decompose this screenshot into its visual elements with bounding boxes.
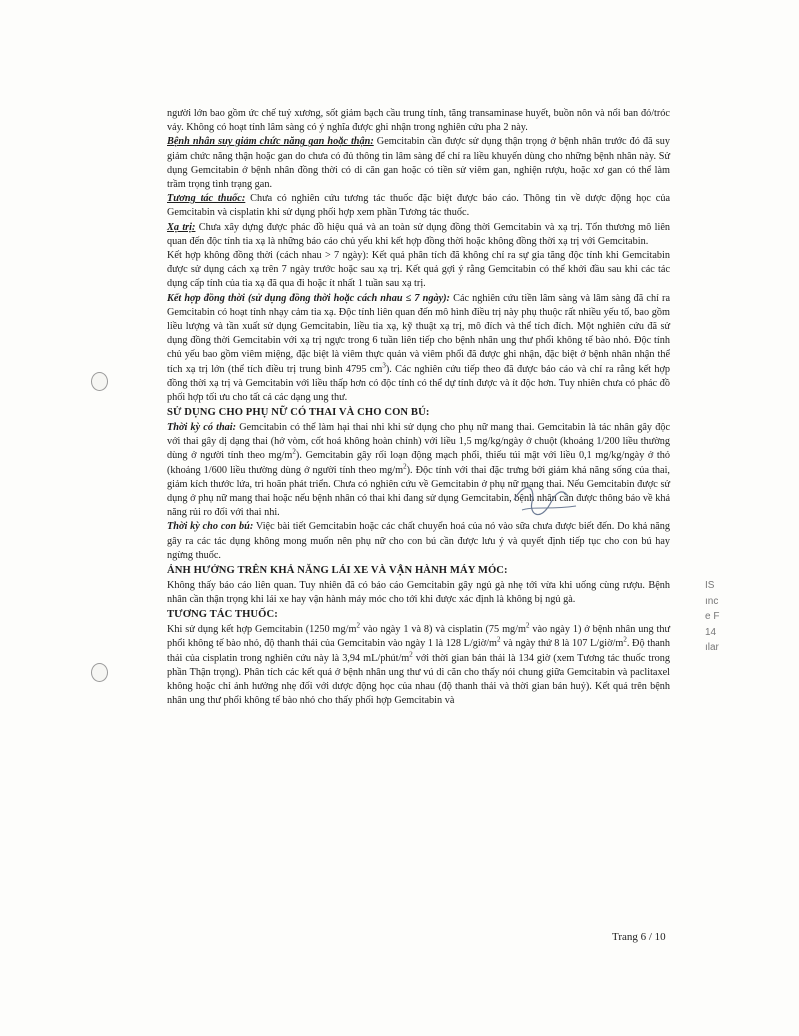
paragraph-text: và ngày thứ 8 là 107 L/giờ/m (500, 638, 624, 650)
paragraph-text: ). Độc tính với thai đặc trưng bởi giảm khả năng sống của thai, giảm kích thước lứa, trì hoãn phát triển. Chưa có nghiên cứu về Gemcitabin ở phụ nữ mang thai. Nếu Gemcitabin được sử dụng ở phụ nữ mang thai hoặc nếu bệnh nhân có thai khi đang sử dụng Gemcitabin, bệnh nhân cần được thông báo về khả năng rủi ro đối với thai nhi. (167, 464, 670, 519)
paragraph-lead: Bệnh nhân suy giảm chức năng gan hoặc thận: (167, 136, 374, 148)
paragraph: người lớn bao gồm ức chế tuỷ xương, sốt giảm bạch cầu trung tính, tăng transaminase huyết, buồn nôn và nổi ban đỏ/tróc vảy. Không có hoạt tính lâm sàng có ý nghĩa được ghi nhận trong nghiên cứu pha 2 này. (167, 108, 670, 134)
section-heading: SỬ DỤNG CHO PHỤ NỮ CÓ THAI VÀ CHO CON BÚ: (167, 407, 430, 419)
paragraph-text: Gemcitabin có thể làm hại thai nhi khi sử dụng cho phụ nữ mang thai. Gemcitabin là tác nhân gây độc với thai gây dị dạng thai (hở vòm, cốt hoá không hoàn chỉnh) với liều 1,5 mg/kg/ngày ở chuột (khoảng 1/200 liều thường dùng ở người tính theo mg/m (167, 422, 671, 462)
superscript: 3 (382, 361, 386, 370)
paragraph-interactions (167, 192, 670, 220)
paragraph-text: vào ngày 1 và 8) và cisplatin (75 mg/m (359, 624, 526, 636)
document-body (167, 107, 670, 708)
superscript: 2 (409, 650, 413, 659)
bleed-line: ılar (705, 642, 719, 653)
superscript: 2 (623, 635, 627, 644)
paragraph-text: với thời gian bán thải là 134 giờ (xem Tương tác thuốc trong phần Thận trọng). Phân tích các kết quả ở bệnh nhân ung thư vú di căn cho thấy nói chung giữa Gemcitabin và paclitaxel không hoặc chỉ ảnh hưởng nhẹ đối với dược động học của nhau (độ thanh thải và thời gian bán huỷ). Kết quả trên bệnh nhân ung thư phổi không tế bào nhỏ cho thấy phối hợp Gemcitabin và (167, 652, 670, 707)
superscript: 2 (292, 448, 296, 457)
paragraph-text: ). Gemcitabin gây rối loạn động mạch phổi, thiếu túi mật với liều 0,1 mg/kg/ngày ở thỏ (khoảng 1/600 liều thường dùng ở người tính theo mg/m (167, 450, 670, 476)
paragraph-lead: Kết hợp đồng thời (sử dụng đồng thời hoặc cách nhau ≤ 7 ngày): (167, 292, 450, 304)
paragraph-hepatic-renal (167, 135, 670, 192)
margin-bleed-text (705, 578, 719, 656)
paragraph-lead: Tương tác thuốc: (167, 193, 246, 205)
page-number: Trang 6 / 10 (612, 931, 666, 943)
superscript: 2 (356, 621, 360, 630)
paragraph-text: . Độ thanh thải của cisplatin trong nghiên cứu này là 3,94 mL/phút/m (167, 638, 670, 664)
bleed-line: ınc (705, 595, 719, 607)
paragraph-lactation (167, 520, 670, 563)
bleed-line: 14 (705, 626, 717, 638)
section-heading: ẢNH HƯỞNG TRÊN KHẢ NĂNG LÁI XE VÀ VẬN HÀNH MÁY MÓC: (167, 565, 508, 577)
superscript: 2 (497, 635, 501, 644)
paragraph: Kết hợp không đồng thời (cách nhau > 7 ngày): Kết quả phân tích đã không chỉ ra sự gia tăng độc tính khi Gemcitabin được sử dụng cách xạ trên 7 ngày trước hoặc sau xạ trị. Kết quả gợi ý rằng Gemcitabin có thể khởi đầu sau khi các tác dụng cấp tính của tia xạ đã qua đi hoặc ít nhất 1 tuần sau xạ trị. (167, 250, 670, 290)
paragraph-text: Các nghiên cứu tiền lâm sàng và lâm sàng đã chỉ ra Gemcitabin có hoạt tính nhạy cảm tia xạ. Độc tính liên quan đến mô hình điều trị này phụ thuộc rất nhiều yếu tố, bao gồm liều lượng và tần xuất sử dụng Gemcitabin, liều tia xạ, kỹ thuật xạ trị, mô đích và thể tích đích. Một nghiên cứu đã sử dụng đồng thời Gemcitabin với xạ trị ngực trong 6 tuần liên tiếp cho bệnh nhân ung thư phổi không tế bào nhỏ. Độc tính chủ yếu bao gồm viêm miệng, đặc biệt là viêm thực quản và viêm phổi đã được ghi nhận, đặc biệt ở bệnh nhân nhận thể tích xạ trị lớn (thể tích điều trị trung bình 4795 cm (167, 292, 670, 375)
paragraph-concurrent (167, 292, 670, 406)
paragraph-text: Gemcitabin cần được sử dụng thận trọng ở bệnh nhân trước đó đã suy giảm chức năng thận hoặc gan do chưa có đủ thông tin lâm sàng để chỉ ra liều khuyến dùng cho những bệnh nhân này. Sử dụng Gemcitabin ở bệnh nhân đồng thời có di căn gan hoặc có tiền sử viêm gan, nghiện rượu, hoặc xơ gan có thể làm trầm trọng tình trạng gan. (167, 136, 670, 191)
paragraph-lead: Thời kỳ cho con bú: (167, 521, 254, 533)
paragraph-text: Chưa xây dựng được phác đồ hiệu quả và an toàn sử dụng đồng thời Gemcitabin và xạ trị. Tổn thương mô liên quan đến độc tính tia xạ là những báo cáo chủ yếu khi kết hợp đồng thời hoặc không đồng thời xạ trị với Gemcitabin. (167, 221, 671, 247)
punch-hole (91, 372, 108, 391)
paragraph-lead: Thời kỳ có thai: (167, 422, 237, 434)
section-heading: TƯƠNG TÁC THUỐC: (167, 609, 278, 621)
handwritten-mark (510, 480, 582, 524)
paragraph-pregnancy (167, 421, 670, 520)
paragraph-text: Chưa có nghiên cứu tương tác thuốc đặc biệt được báo cáo. Thông tin về dược động học của Gemcitabin và cisplatin khi sử dụng phối hợp xem phần Tương tác thuốc. (167, 193, 670, 219)
paragraph-text: ). Các nghiên cứu tiếp theo đã được báo cáo và chỉ ra rằng kết hợp đồng thời xạ trị và Gemcitabin với liều thấp hơn có độc tính có thể dự tính được và ít độc hơn. Tuy nhiên chưa có phác đồ phối hợp tối ưu cho tất cả các dạng ung thư. (167, 363, 670, 404)
paragraph-drug-interactions (167, 623, 670, 708)
superscript: 2 (525, 621, 530, 630)
superscript: 2 (403, 462, 407, 471)
bleed-line: IS (705, 580, 715, 591)
paragraph-text: vào ngày 1) ở bệnh nhân ung thư phổi không tế bào nhỏ, độ thanh thải của Gemcitabin vào ngày 1 là 128 L/giờ/m (167, 624, 671, 650)
paragraph-lead: Xạ trị: (167, 221, 196, 233)
paragraph-radiotherapy (167, 221, 670, 249)
bleed-line: e F (705, 611, 720, 622)
paragraph: Không thấy báo cáo liên quan. Tuy nhiên đã có báo cáo Gemcitabin gây ngủ gà nhẹ tới vừa khi uống cùng rượu. Bệnh nhân cần thận trọng khi lái xe hay vận hành máy móc cho tới khi được xác định là không bị ngủ gà. (167, 579, 670, 606)
paragraph-text: Việc bài tiết Gemcitabin hoặc các chất chuyển hoá của nó vào sữa chưa được biết đến. Do khả năng gây ra các tác dụng không mong muốn nên phụ nữ cho con bú cần được lưu ý và quyết định tiếp tục cho con bú hay ngừng thuốc. (167, 521, 670, 561)
paragraph-text: Khi sử dụng kết hợp Gemcitabin (1250 mg/m (167, 624, 357, 636)
punch-hole (91, 663, 108, 682)
